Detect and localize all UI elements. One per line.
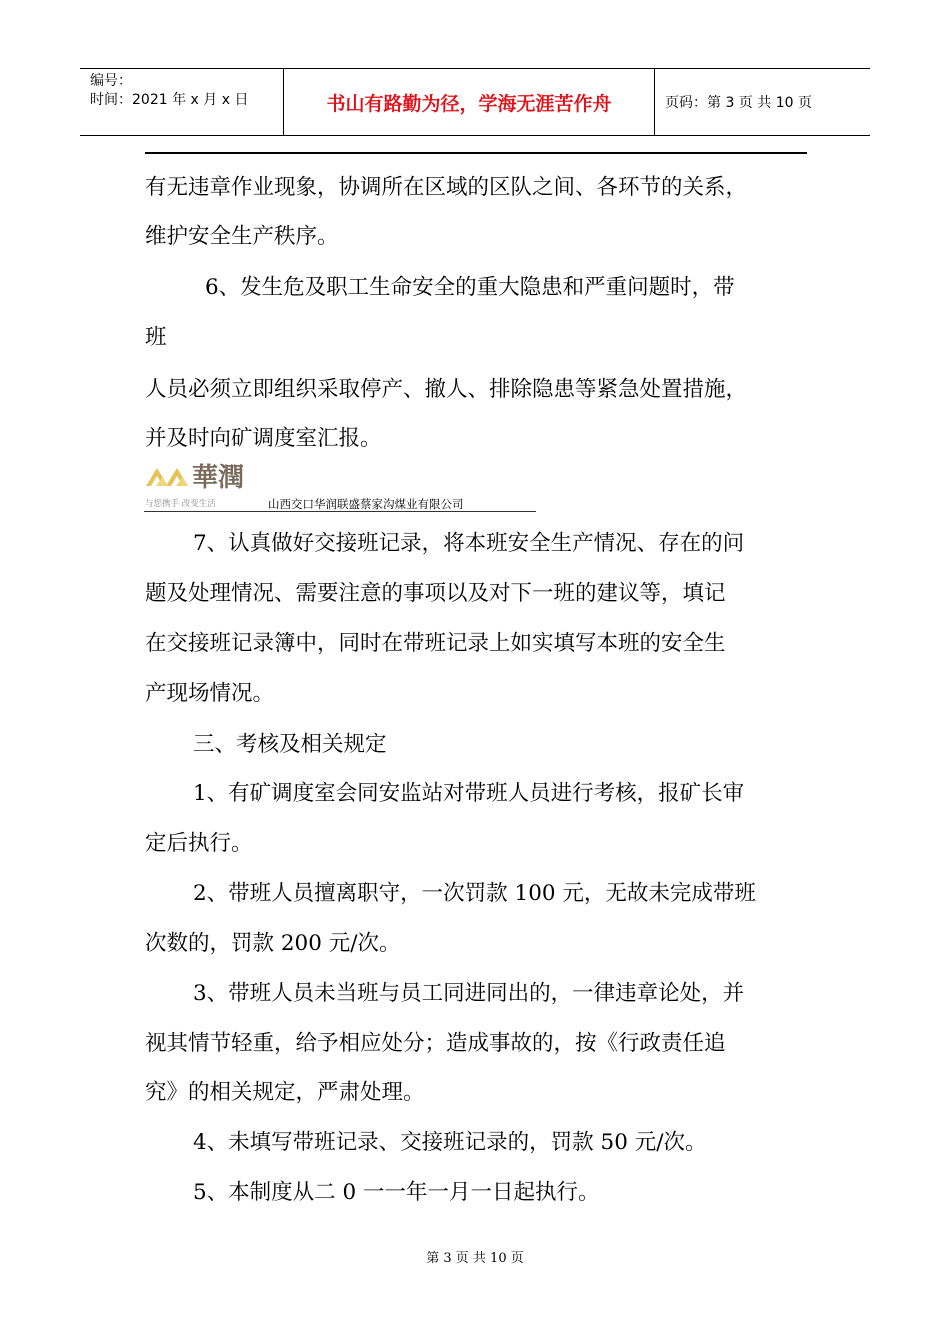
body-line: 2、带班人员擅离职守，一次罚款 100 元，无故未完成带班 — [193, 881, 756, 906]
body-line: 有无违章作业现象，协调所在区域的区队之间、各环节的关系， — [145, 175, 748, 200]
body-line: 定后执行。 — [145, 831, 253, 856]
body-line: 7、认真做好交接班记录，将本班安全生产情况、存在的问 — [193, 531, 745, 556]
body-line: 人员必须立即组织采取停产、撤人、排除隐患等紧急处置措施， — [145, 377, 748, 402]
logo-brand-text: 華潤 — [192, 463, 245, 493]
header-rule — [145, 152, 807, 154]
body-line: 视其情节轻重，给予相应处分；造成事故的，按《行政责任追 — [145, 1031, 726, 1056]
date-label: 时间：2021 年 x 月 x 日 — [90, 92, 249, 108]
motto-cell — [283, 69, 655, 135]
body-line: 维护安全生产秩序。 — [145, 224, 339, 249]
logo-company-name: 山西交口华润联盛蔡家沟煤业有限公司 — [268, 497, 464, 511]
body-line: 6、发生危及职工生命安全的重大隐患和严重问题时，带 — [205, 275, 735, 300]
logo-slogan-text: 与您携手 改变生活 — [145, 499, 216, 509]
header-table — [80, 68, 870, 136]
body-line: 4、未填写带班记录、交接班记录的，罚款 50 元/次。 — [193, 1130, 707, 1155]
body-line: 班 — [145, 325, 167, 350]
logo-underline — [144, 511, 536, 512]
page-info-text: 页码：第 3 页 共 10 页 — [665, 95, 812, 111]
body-line: 3、带班人员未当班与员工同进同出的，一律违章论处，并 — [193, 981, 745, 1006]
number-label: 编号： — [90, 73, 132, 89]
logo-mark-icon — [144, 456, 266, 510]
body-line: 产现场情况。 — [145, 681, 275, 706]
body-line: 并及时向矿调度室汇报。 — [145, 426, 382, 451]
body-line: 究》的相关规定，严肃处理。 — [145, 1080, 425, 1105]
page-footer: 第 3 页 共 10 页 — [426, 1251, 524, 1266]
body-line: 次数的，罚款 200 元/次。 — [145, 931, 401, 956]
body-line: 题及处理情况、需要注意的事项以及对下一班的建议等，填记 — [145, 581, 726, 606]
body-line: 5、本制度从二 0 一一年一月一日起执行。 — [193, 1180, 600, 1205]
body-line: 1、有矿调度室会同安监站对带班人员进行考核，报矿长审 — [193, 781, 745, 806]
body-line: 在交接班记录簿中，同时在带班记录上如实填写本班的安全生 — [145, 631, 726, 656]
section-heading: 三、考核及相关规定 — [193, 732, 387, 757]
page-info-cell — [655, 69, 870, 135]
motto-text: 书山有路勤为径，学海无涯苦作舟 — [326, 92, 612, 115]
header-left-cell — [80, 69, 283, 135]
huarun-logo — [144, 456, 266, 510]
